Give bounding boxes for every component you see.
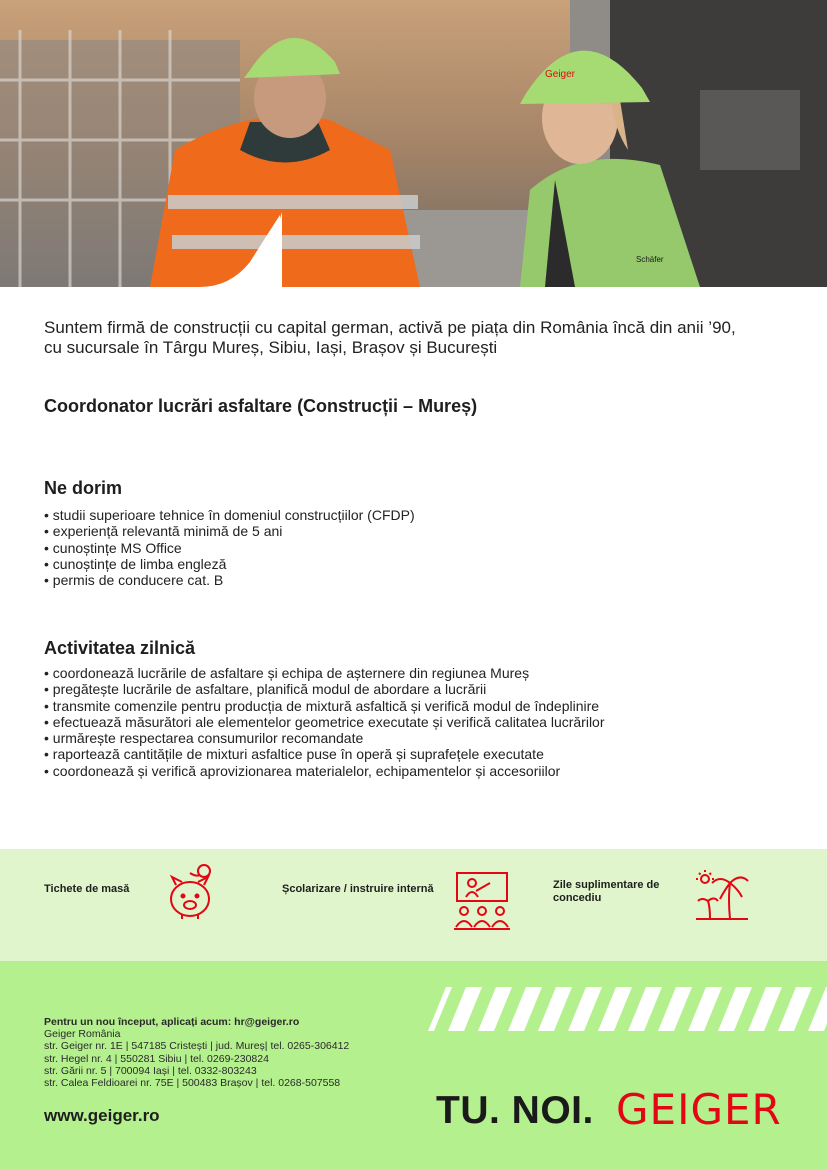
address-line: str. Geiger nr. 1E | 547185 Cristești | jud. Mureș| tel. 0265-306412 bbox=[44, 1040, 350, 1053]
benefit-label-meal-tickets: Tichete de masă bbox=[44, 883, 130, 895]
job-title: Coordonator lucrări asfaltare (Construcții – Mureș) bbox=[44, 396, 478, 416]
company-name: Geiger România bbox=[44, 1028, 121, 1041]
website-link[interactable]: www.geiger.ro bbox=[44, 1106, 160, 1125]
list-item: • permis de conducere cat. B bbox=[44, 572, 415, 588]
apply-headline: Pentru un nou început, aplicați acum: hr@geiger.ro bbox=[44, 1016, 300, 1028]
list-item: • transmite comenzile pentru producția de mixtură asfaltică și verifică modul de îndeplinire bbox=[44, 698, 605, 714]
hero-photo bbox=[0, 0, 827, 287]
list-item: • cunoștințe MS Office bbox=[44, 540, 415, 556]
activities-list bbox=[44, 665, 605, 779]
training-icon bbox=[452, 871, 512, 938]
requirements-title: Ne dorim bbox=[44, 478, 123, 498]
requirements-list bbox=[44, 507, 415, 588]
address-line: str. Calea Feldioarei nr. 75E | 500483 Brașov | tel. 0268-507558 bbox=[44, 1077, 341, 1090]
footer-band bbox=[0, 961, 827, 1169]
list-item: • studii superioare tehnice în domeniul construcțiilor (CFDP) bbox=[44, 507, 415, 523]
helmet-logo: Geiger bbox=[545, 69, 576, 80]
piggy-bank-icon bbox=[166, 863, 214, 926]
geiger-logo: GEIGER bbox=[616, 1085, 782, 1134]
list-item: • pregătește lucrările de asfaltare, planifică modul de abordare a lucrării bbox=[44, 681, 605, 697]
intro-line-1: Suntem firmă de construcții cu capital german, activă pe piața din România încă din anii ’90, bbox=[44, 318, 736, 337]
list-item: • coordonează lucrările de asfaltare și echipa de așternere din regiunea Mureș bbox=[44, 665, 605, 681]
activities-title: Activitatea zilnică bbox=[44, 638, 196, 658]
list-item: • experiență relevantă minimă de 5 ani bbox=[44, 523, 415, 539]
list-item: • efectuează măsurători ale elementelor geometrice executate și verifică calitatea lucrărilor bbox=[44, 714, 605, 730]
list-item: • raportează cantitățile de mixturi asfaltice puse în operă și suprafețele executate bbox=[44, 746, 605, 762]
contact-block bbox=[44, 1016, 349, 1089]
benefit-label-training: Școlarizare / instruire internă bbox=[282, 883, 434, 895]
jacket-logo: Schäfer bbox=[636, 255, 664, 264]
stripe-pattern bbox=[428, 987, 827, 1036]
slogan: TU. NOI. bbox=[436, 1089, 594, 1132]
list-item: • urmărește respectarea consumurilor recomandate bbox=[44, 730, 605, 746]
company-intro bbox=[44, 318, 794, 358]
palm-tree-icon bbox=[694, 869, 750, 928]
list-item: • coordonează și verifică aprovizionarea materialelor, echipamentelor și accesoriilor bbox=[44, 763, 605, 779]
address-line: str. Hegel nr. 4 | 550281 Sibiu | tel. 0269-230824 bbox=[44, 1052, 269, 1065]
benefits-band bbox=[0, 849, 827, 961]
benefit-label-extra-leave: Zile suplimentare de concediu bbox=[553, 879, 660, 904]
list-item: • cunoștințe de limba engleză bbox=[44, 556, 415, 572]
intro-line-2: cu sucursale în Târgu Mureș, Sibiu, Iași, Brașov și București bbox=[44, 338, 498, 357]
address-line: str. Gării nr. 5 | 700094 Iași | tel. 0332-803243 bbox=[44, 1064, 257, 1077]
